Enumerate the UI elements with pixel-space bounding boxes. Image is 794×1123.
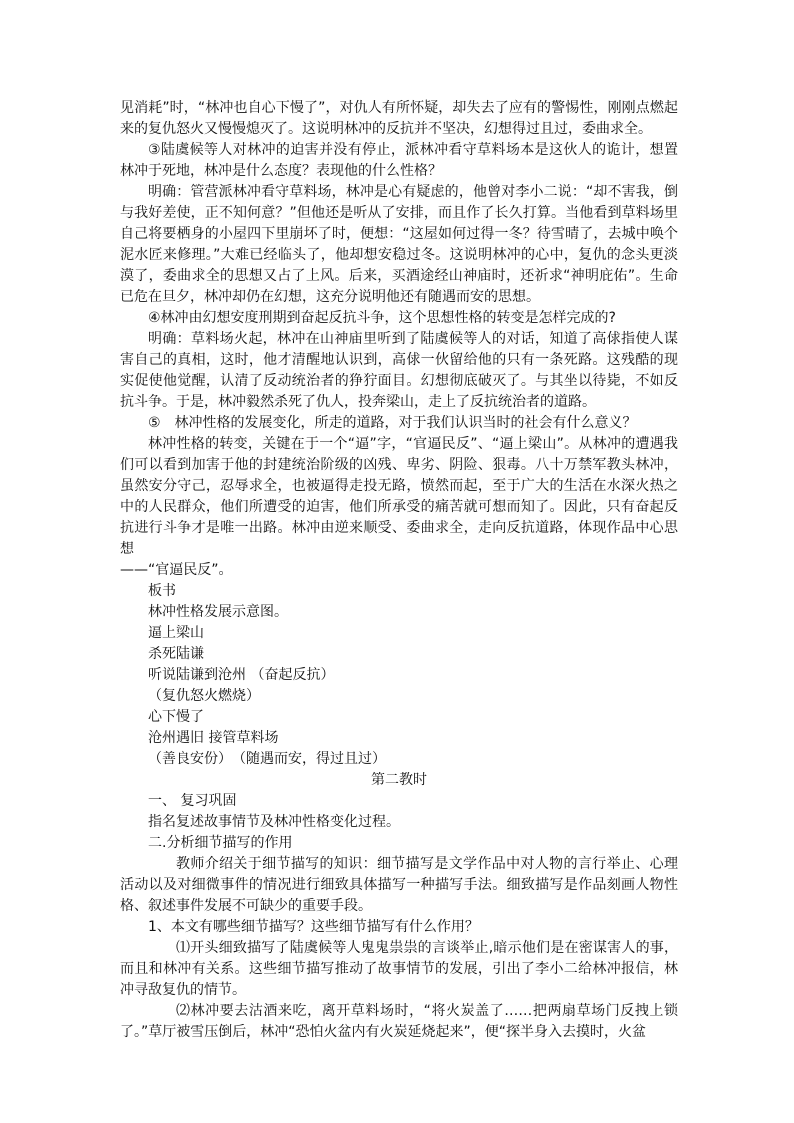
answer-1-item-2: ⑵林冲要去沽酒来吃，离开草料场时，“将火炭盖了……把两扇草场门反拽上锁了。”草厅被雪压倒后，林冲“恐怕火盆内有火炭延烧起来”，便“探半身入去摸时，火盆 [120,1003,678,1040]
answer-1-item-1: ⑴开头细致描写了陆虞候等人鬼鬼祟祟的言谈举止,暗示他们是在密谋害人的事，而且和林冲有关系。这些细节描写推动了故事情节的发展，引出了李小二给林冲报信，林冲寻敌复仇的情节。 [120,940,678,998]
answer-5-conclusion: ——“官逼民反”。 [120,562,233,578]
diagram-line: 沧州遇旧 接管草料场 [148,730,279,746]
answer-3: 明确：管营派林冲看守草料场，林冲是心有疑虑的，他曾对李小二说：“却不害我，倒与我好差使，正不知何意？”但他还是听从了安排，而且作了长久打算。当他看到草料场里自己将要栖身的小屋四下里崩坏了时，便想：“这屋如何过得一冬？待雪晴了，去城中唤个泥水匠来修理。”大难已经临头了，他却想安稳过冬。这说明林冲的心中，复仇的念头更淡漠了，委曲求全的思想又占了上风。后来，买酒途经山神庙时，还祈求“神明庇佑”。生命已危在旦夕，林冲却仍在幻想，这充分说明他还有随遇而安的思想。 [120,184,678,305]
diagram-line: （复仇怒火燃烧） [148,688,260,704]
step-2-heading: 二.分析细节描写的作用 [148,835,293,851]
diagram-line: 杀死陆谦 [148,646,204,662]
document-page [120,98,678,1043]
step-1-body: 指名复述故事情节及林冲性格变化过程。 [148,814,400,830]
diagram-line: （善良安份） （随遇而安，得过且过） [148,751,386,767]
question-4: ④林冲由幻想安度刑期到奋起反抗斗争，这个思想性格的转变是怎样完成的? [148,310,616,326]
diagram-title: 林冲性格发展示意图。 [148,604,288,620]
question-3: ③陆虞候等人对林冲的迫害并没有停止，派林冲看守草料场本是这伙人的诡计，想置林冲于死地，林冲是什么态度？表现他的什么性格？ [120,142,678,179]
detail-intro: 教师介绍关于细节描写的知识：细节描写是文学作品中对人物的言行举止、心理活动以及对细微事件的情况进行细致具体描写一种描写手法。细致描写是作品刻画人物性格、叙述事件发展不可缺少的重要手段。 [120,856,678,914]
diagram-line: 心下慢了 [148,709,204,725]
blackboard-heading: 板书 [148,583,176,599]
section-title: 第二教时 [371,772,427,788]
diagram-line: 听说陆谦到沧州 （奋起反抗） [148,667,335,683]
answer-5: 林冲性格的转变，关键在于一个“逼”字，“官逼民反”、“逼上梁山”。从林冲的遭遇我们可以看到加害于他的封建统治阶级的凶残、卑劣、阴险、狠毒。八十万禁军教头林冲，虽然安分守己，忍辱求全，也被逼得走投无路，愤然而起，至于广大的生活在水深火热之中的人民群众，他们所遭受的迫害，他们所承受的痛苦就可想而知了。因此，只有奋起反抗进行斗争才是唯一出路。林冲由逆来顺受、委曲求全，走向反抗道路，体现作品中心思想 [120,436,678,557]
answer-4: 明确：草料场火起，林冲在山神庙里听到了陆虞候等人的对话，知道了高俅指使人谋害自己的真相，这时，他才清醒地认识到，高俅一伙留给他的只有一条死路。这残酷的现实促使他觉醒，认清了反动统治者的狰狞面目。幻想彻底破灭了。与其坐以待毙，不如反抗斗争。于是，林冲毅然杀死了仇人，投奔梁山，走上了反抗统治者的道路。 [120,331,678,410]
question-1: 1、本文有哪些细节描写？这些细节描写有什么作用？ [148,919,479,935]
diagram-line: 逼上梁山 [148,625,204,641]
question-5: ⑤ 林冲性格的发展变化，所走的道路，对于我们认识当时的社会有什么意义？ [148,415,637,431]
step-1-heading: 一、 复习巩固 [148,793,237,809]
paragraph-continuation: 见消耗”时，“林冲也自心下慢了”，对仇人有所怀疑，却失去了应有的警惕性，刚刚点燃起来的复仇怒火又慢慢熄灭了。这说明林冲的反抗并不坚决，幻想得过且过，委曲求全。 [120,100,678,137]
